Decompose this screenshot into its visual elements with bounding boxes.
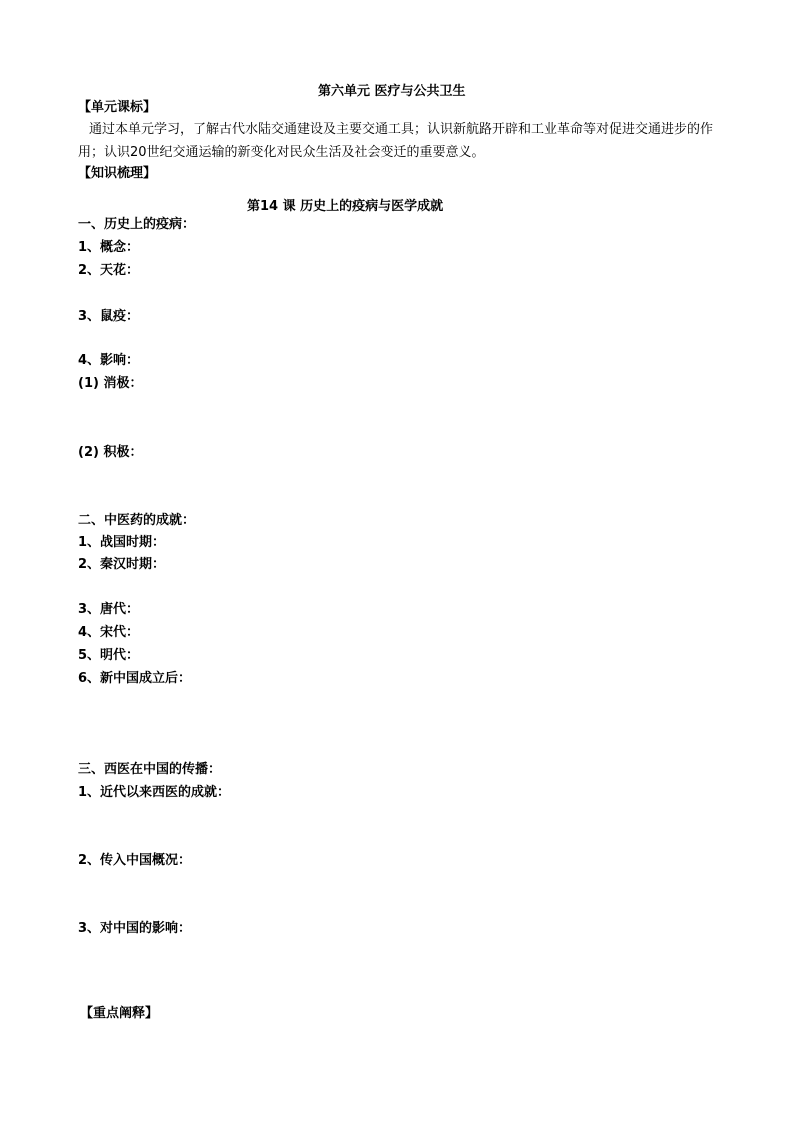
unit-title: 第六单元 医疗与公共卫生 [318, 84, 466, 99]
section1-subitem: (1) 消极： [78, 376, 143, 391]
section1-subitem: (2) 积极： [78, 445, 143, 460]
section2-item: 5、明代： [78, 648, 140, 663]
section2-item: 6、新中国成立后： [78, 671, 192, 686]
section2-item: 3、唐代： [78, 602, 140, 617]
lesson-title: 第14 课 历史上的疫病与医学成就 [247, 199, 444, 214]
section1-heading: 一、历史上的疫病： [78, 217, 196, 232]
section3-item: 3、对中国的影响： [78, 921, 192, 936]
section2-heading: 二、中医药的成就： [78, 513, 196, 528]
knowledge-heading: 【知识梳理】 [78, 166, 157, 181]
section3-item: 1、近代以来西医的成就： [78, 785, 231, 800]
standards-heading: 【单元课标】 [78, 100, 157, 115]
section1-item: 3、鼠疫： [78, 309, 140, 324]
section1-item: 2、天花： [78, 263, 140, 278]
standards-paragraph: 通过本单元学习，了解古代水陆交通建设及主要交通工具；认识新航路开辟和工业革命等对促进交通进步的作用；认识20世纪交通运输的新变化对民众生活及社会变迁的重要意义。 [78, 122, 714, 160]
section2-item: 4、宋代： [78, 625, 140, 640]
section3-item: 2、传入中国概况： [78, 853, 192, 868]
section2-item: 1、战国时期： [78, 535, 166, 550]
key-points-heading: 【重点阐释】 [80, 1006, 159, 1021]
section1-item: 4、影响： [78, 353, 140, 368]
section1-item: 1、概念： [78, 240, 140, 255]
section3-heading: 三、西医在中国的传播： [78, 762, 222, 777]
section2-item: 2、秦汉时期： [78, 557, 166, 572]
